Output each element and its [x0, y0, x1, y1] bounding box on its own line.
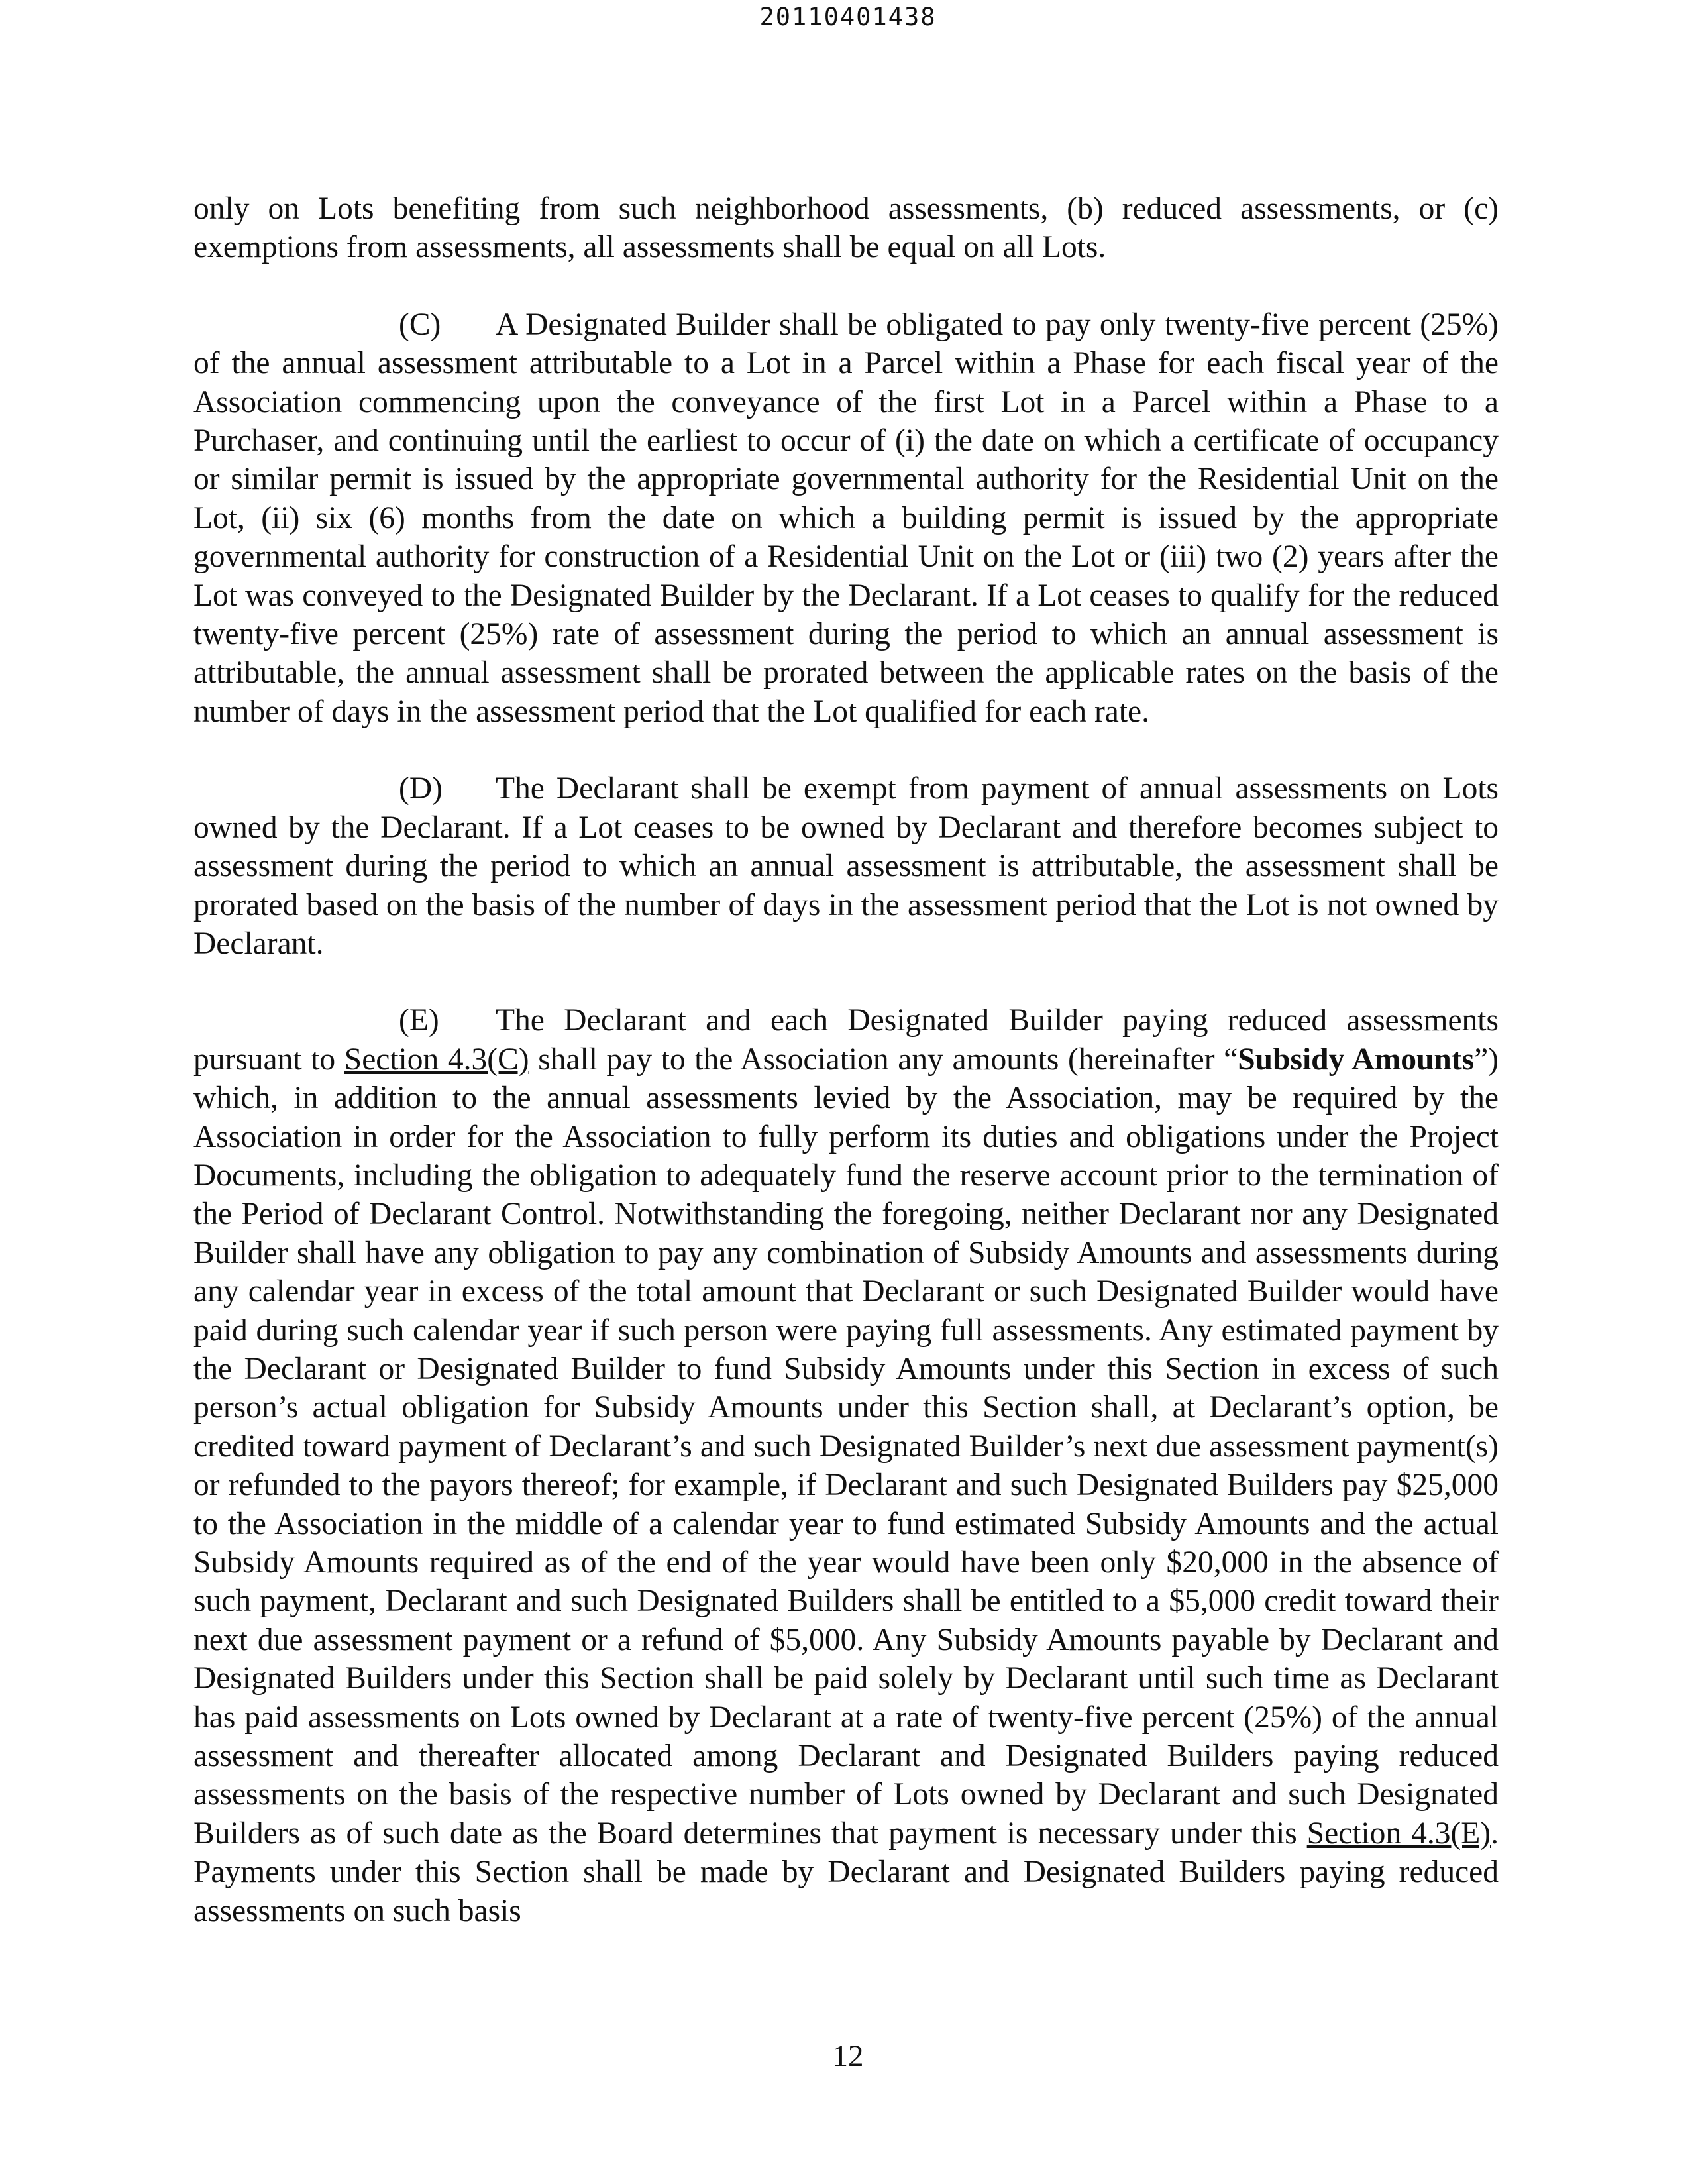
defined-term-subsidy-amounts: Subsidy Amounts: [1238, 1042, 1475, 1077]
paragraph-e-marker: (E): [399, 1003, 439, 1038]
paragraph-e-text-2: shall pay to the Association any amounts (hereinafter “: [529, 1042, 1238, 1077]
paragraph-e-text-3: ”) which, in addition to the annual assessments levied by the Association, may be required by the Association in order for the Association to fully perform its duties and obligations under the Project Documents, including the obligation to adequately fund the reserve account prior to the termination of the Period of Declarant Control. Notwithstanding the foregoing, neither Declarant nor any Designated Builder shall have any obligation to pay any combination of Subsidy Amounts and assessments during any calendar year in excess of the total amount that Declarant or such Designated Builder would have paid during such calendar year if such person were paying full assessments. Any estimated payment by the Declarant or Designated Builder to fund Subsidy Amounts under this Section in excess of such person’s actual obligation for Subsidy Amounts under this Section shall, at Declarant’s option, be credited toward payment of Declarant’s and such Designated Builder’s next due assessment payment(s) or refunded to the payors thereof; for example, if Declarant and such Designated Builders pay $25,000 to the Association in the middle of a calendar year to fund estimated Subsidy Amounts and the actual Subsidy Amounts required as of the end of the year would have been only $20,000 in the absence of such payment, Declarant and such Designated Builders shall be entitled to a $5,000 credit toward their next due assessment payment or a refund of $5,000. Any Subsidy Amounts payable by Declarant and Designated Builders under this Section shall be paid solely by Declarant until such time as Declarant has paid assessments on Lots owned by Declarant at a rate of twenty-five percent (25%) of the annual assessment and thereafter allocated among Declarant and Designated Builders paying reduced assessments on the basis of the respective number of Lots owned by Declarant and such Designated Builders as of such date as the Board determines that payment is necessary under this: [193, 1042, 1499, 1851]
paragraph-c: [193, 305, 1499, 731]
paragraph-d-marker: (D): [399, 771, 443, 806]
paragraph-d-text: The Declarant shall be exempt from payment of annual assessments on Lots owned by the Declarant. If a Lot ceases to be owned by Declarant and therefore becomes subject to assessment during the period to which an annual assessment is attributable, the assessment shall be prorated based on the basis of the number of days in the assessment period that the Lot is not owned by Declarant.: [193, 771, 1499, 961]
paragraph-c-text: A Designated Builder shall be obligated to pay only twenty-five percent (25%) of the annual assessment attributable to a Lot in a Parcel within a Phase for each fiscal year of the Association commencing upon the conveyance of the first Lot in a Parcel within a Phase to a Purchaser, and continuing until the earliest to occur of (i) the date on which a certificate of occupancy or similar permit is issued by the appropriate governmental authority for the Residential Unit on the Lot, (ii) six (6) months from the date on which a building permit is issued by the appropriate governmental authority for construction of a Residential Unit on the Lot or (iii) two (2) years after the Lot was conveyed to the Designated Builder by the Declarant. If a Lot ceases to qualify for the reduced twenty-five percent (25%) rate of assessment during the period to which an annual assessment is attributable, the annual assessment shall be prorated between the applicable rates on the basis of the number of days in the assessment period that the Lot qualified for each rate.: [193, 307, 1499, 729]
section-reference-4-3-c: Section 4.3(C): [344, 1042, 529, 1077]
paragraph-e: [193, 1001, 1499, 1930]
paragraph-d: [193, 769, 1499, 963]
paragraph-e-text-4: . Payments under this Section shall be made by Declarant and Designated Builders paying reduced assessments on such basis: [193, 1816, 1499, 1928]
page-body: [193, 190, 1499, 1969]
paragraph-e-text-1: The Declarant and each Designated Builder paying reduced assessments pursuant to: [193, 1003, 1499, 1077]
paragraph-continuation: only on Lots benefiting from such neighborhood assessments, (b) reduced assessments, or (c) exemptions from assessments, all assessments shall be equal on all Lots.: [193, 191, 1499, 265]
paragraph-c-marker: (C): [399, 307, 441, 342]
section-reference-4-3-e: Section 4.3(E): [1306, 1816, 1491, 1851]
document-number: 20110401438: [759, 3, 937, 31]
page-number: 12: [832, 2039, 864, 2073]
